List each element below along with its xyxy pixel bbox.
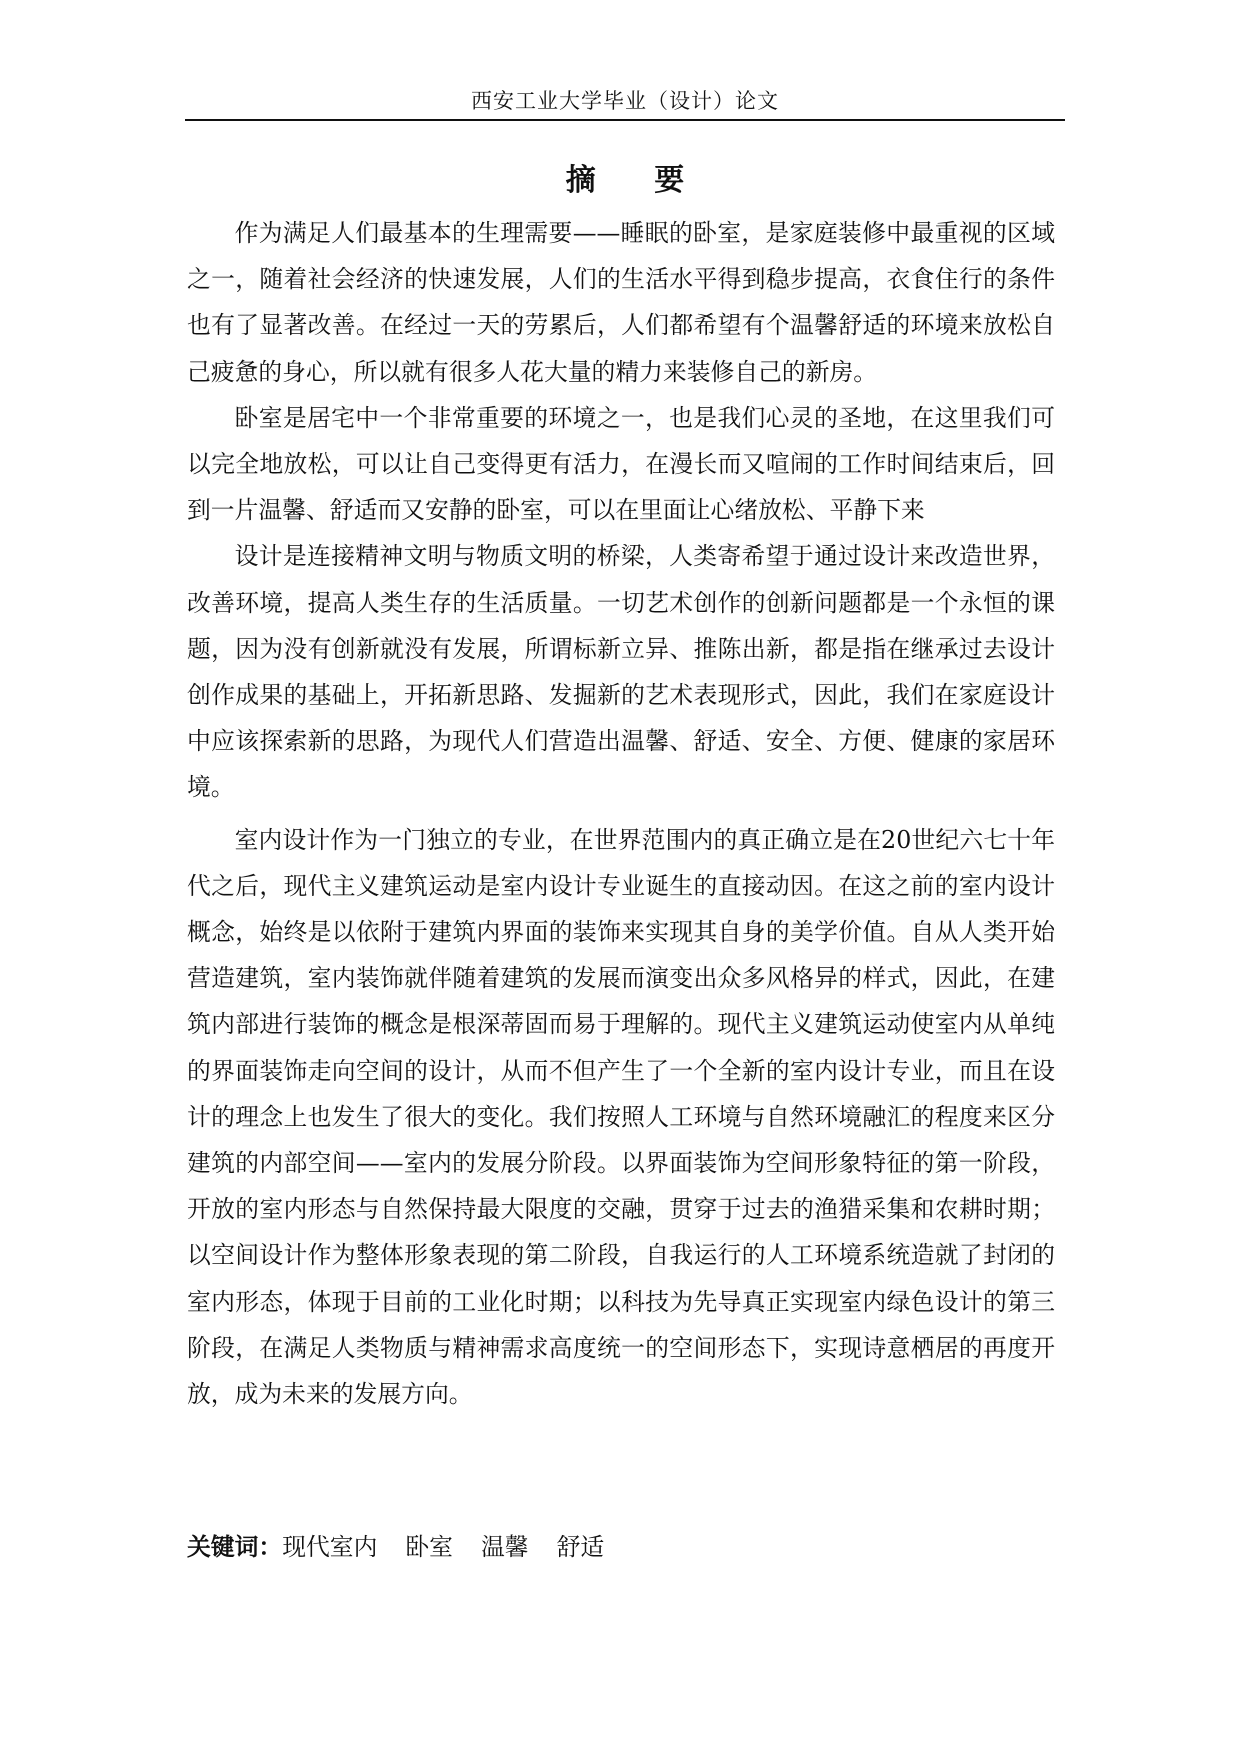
running-header: 西安工业大学毕业（设计）论文 [471,89,779,113]
abstract-body [187,210,1055,1417]
keyword-item: 现代室内 [282,1533,378,1561]
header-rule [185,119,1065,121]
keywords-label: 关键词： [187,1533,283,1561]
keyword-item: 卧室 [405,1533,453,1561]
abstract-paragraph-3: 设计是连接精神文明与物质文明的桥梁，人类寄希望于通过设计来改造世界，改善环境，提高人类生存的生活质量。一切艺术创作的创新问题都是一个永恒的课题，因为没有创新就没有发展，所谓标新立异、推陈出新，都是指在继承过去设计创作成果的基础上，开拓新思路、发掘新的艺术表现形式，因此，我们在家庭设计中应该探索新的思路，为现代人们营造出温馨、舒适、安全、方便、健康的家居环境。 [187,542,1055,802]
keyword-item: 舒适 [556,1533,605,1561]
abstract-paragraph-2: 卧室是居宅中一个非常重要的环境之一，也是我们心灵的圣地，在这里我们可以完全地放松，可以让自己变得更有活力，在漫长而又喧闹的工作时间结束后，回到一片温馨、舒适而又安静的卧室，可以在里面让心绪放松、平静下来 [187,403,1055,525]
abstract-paragraph-4: 室内设计作为一门独立的专业，在世界范围内的真正确立是在20世纪六七十年代之后，现代主义建筑运动是室内设计专业诞生的直接动因。在这之前的室内设计概念，始终是以依附于建筑内界面的装饰来实现其自身的美学价值。自从人类开始营造建筑，室内装饰就伴随着建筑的发展而演变出众多风格异的样式，因此，在建筑内部进行装饰的概念是根深蒂固而易于理解的。现代主义建筑运动使室内从单纯的界面装饰走向空间的设计，从而不但产生了一个全新的室内设计专业，而且在设计的理念上也发生了很大的变化。我们按照人工环境与自然环境融汇的程度来区分建筑的内部空间——室内的发展分阶段。以界面装饰为空间形象特征的第一阶段，开放的室内形态与自然保持最大限度的交融，贯穿于过去的渔猎采集和农耕时期；以空间设计作为整体形象表现的第二阶段，自我运行的人工环境系统造就了封闭的室内形态，体现于目前的工业化时期；以科技为先导真正实现室内绿色设计的第三阶段，在满足人类物质与精神需求高度统一的空间形态下，实现诗意栖居的再度开放，成为未来的发展方向。 [187,825,1055,1409]
keyword-item: 温馨 [480,1533,529,1561]
abstract-title: 摘 要 [565,163,709,198]
keywords-line [187,1527,1055,1567]
abstract-paragraph-1: 作为满足人们最基本的生理需要——睡眠的卧室，是家庭装修中最重视的区域之一，随着社会经济的快速发展，人们的生活水平得到稳步提高，衣食住行的条件也有了显著改善。在经过一天的劳累后，人们都希望有个温馨舒适的环境来放松自己疲惫的身心，所以就有很多人花大量的精力来装修自己的新房。 [187,219,1055,386]
